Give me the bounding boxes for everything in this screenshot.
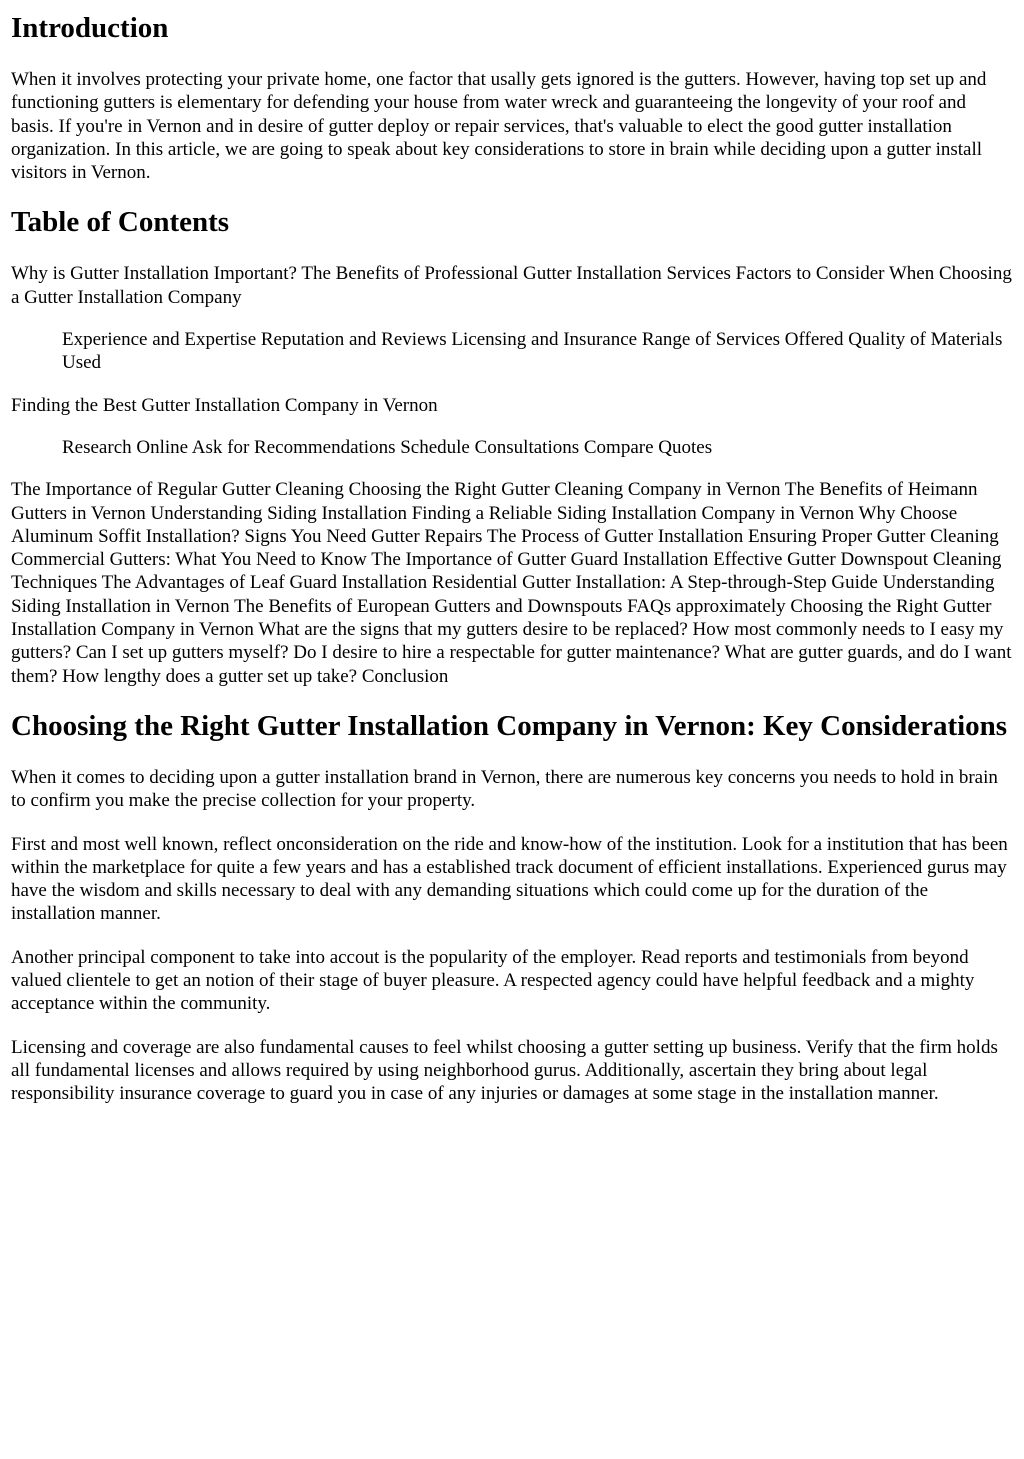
main-paragraph-4: Licensing and coverage are also fundamental causes to feel whilst choosing a gutter setting up business. Verify that the firm holds all fundamental licenses and allows required by using neighborhood gurus. Additionally, ascertain they bring about legal responsibility insurance coverage to guard you in case of any injuries or damages at some stage in the installation manner. bbox=[11, 1036, 998, 1105]
intro-paragraph: When it involves protecting your private home, one factor that usally gets ignored is the gutters. However, having top set up and functioning gutters is elementary for defending your house from water wreck and guaranteeing the longevity of your roof and basis. If you're in Vernon and in desire of gutter deploy or repair services, that's valuable to elect the good gutter installation organization. In this article, we are going to speak about key considerations to store in brain while deciding upon a gutter install visitors in Vernon. bbox=[11, 69, 987, 184]
toc-block-1: Why is Gutter Installation Important? The Benefits of Professional Gutter Installation Services Factors to Consider When Choosing a Gutter Installation Company bbox=[11, 263, 1012, 308]
intro-heading: Introduction bbox=[11, 12, 169, 44]
main-paragraph-3: Another principal component to take into accout is the popularity of the employer. Read reports and testimonials from beyond valued clientele to get an notion of their stage of buyer pleasure. A respected agency could have helpful feedback and a mighty acceptance within the community. bbox=[11, 946, 975, 1015]
toc-block-2: Experience and Expertise Reputation and Reviews Licensing and Insurance Range of Services Offered Quality of Materials Used bbox=[62, 329, 1003, 374]
main-paragraph-2: First and most well known, reflect onconsideration on the ride and know-how of the institution. Look for a institution that has been within the marketplace for quite a few years and has a established track document of efficient installations. Experienced gurus may have the wisdom and skills necessary to deal with any demanding situations which could come up for the duration of the installation manner. bbox=[11, 833, 1008, 925]
toc-block-3: Finding the Best Gutter Installation Company in Vernon bbox=[11, 394, 438, 416]
toc-block-4: Research Online Ask for Recommendations Schedule Consultations Compare Quotes bbox=[62, 436, 713, 458]
main-heading: Choosing the Right Gutter Installation Company in Vernon: Key Considerations bbox=[11, 709, 1008, 742]
toc-heading: Table of Contents bbox=[11, 206, 230, 239]
toc-block-5: The Importance of Regular Gutter Cleaning Choosing the Right Gutter Cleaning Company in Vernon The Benefits of Heimann Gutters in Vernon Understanding Siding Installation Finding a Reliable Siding Installation Company in Vernon Why Choose Aluminum Soffit Installation? Signs You Need Gutter Repairs The Process of Gutter Installation Ensuring Proper Gutter Cleaning Commercial Gutters: What You Need to Know The Importance of Gutter Guard Installation Effective Gutter Downspout Cleaning Techniques The Advantages of Leaf Guard Installation Residential Gutter Installation: A Step-through-Step Guide Understanding Siding Installation in Vernon The Benefits of European Gutters and Downspouts FAQs approximately Choosing the Right Gutter Installation Company in Vernon What are the signs that my gutters desire to be replaced? How most commonly needs to I easy my gutters? Can I set up gutters myself? Do I desire to hire a respectable for gutter maintenance? What are gutter guards, and do I want them? How lengthy does a gutter set up take? Conclusion bbox=[11, 479, 1012, 687]
main-paragraph-1: When it comes to deciding upon a gutter installation brand in Vernon, there are numerous key concerns you needs to hold in brain to confirm you make the precise collection for your property. bbox=[11, 766, 998, 812]
